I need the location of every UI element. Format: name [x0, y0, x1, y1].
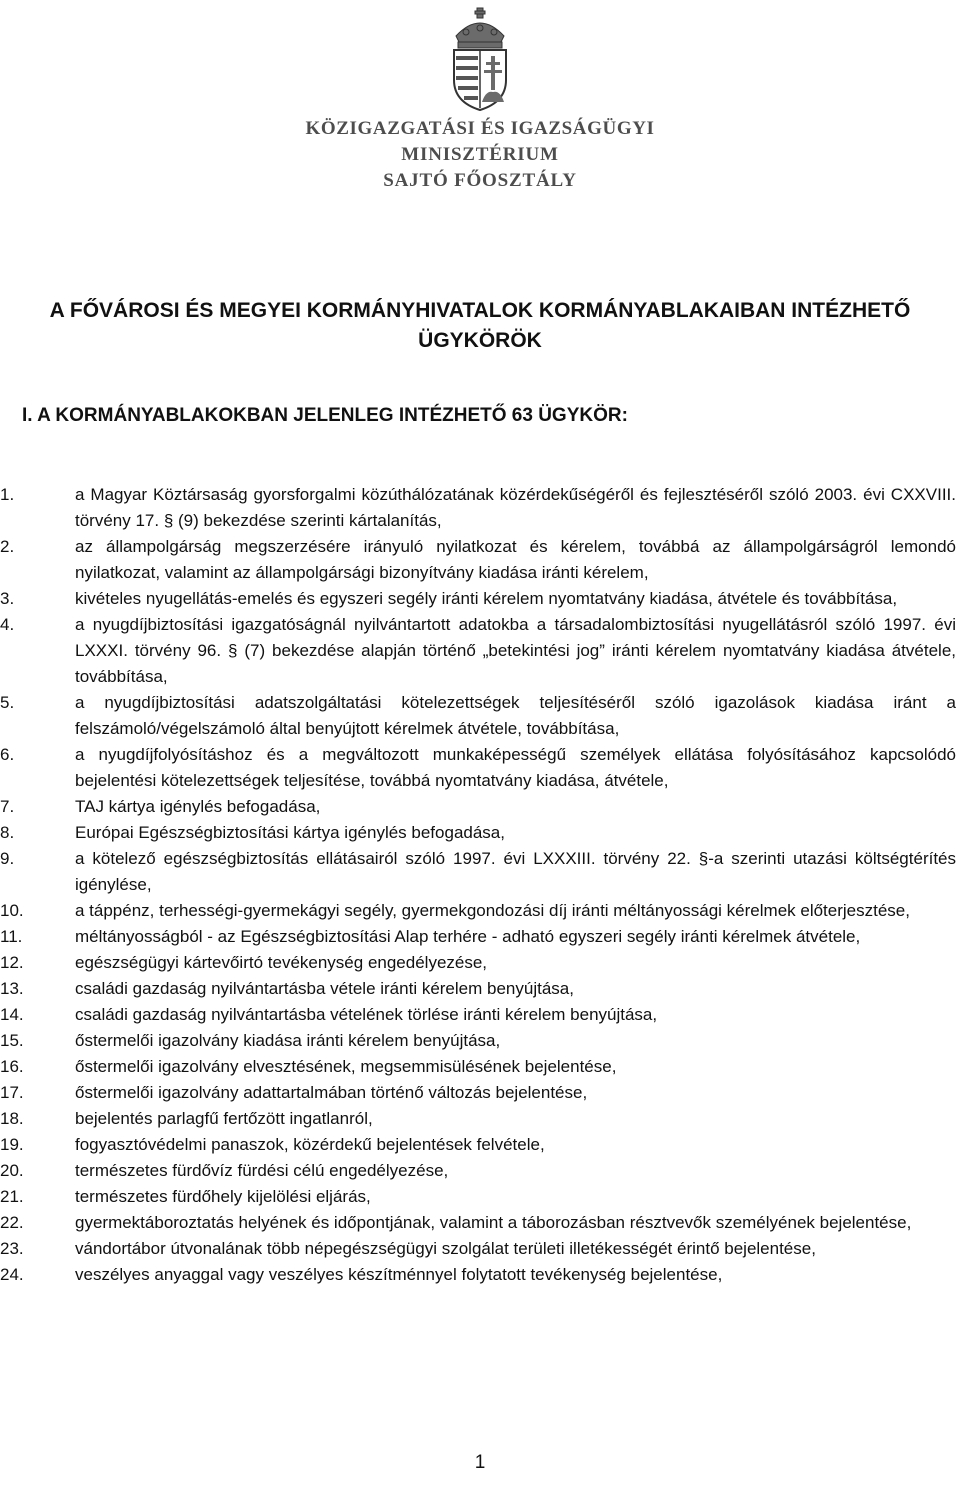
list-item-number: 11. — [0, 927, 23, 946]
list-item — [0, 1028, 960, 1054]
list-item-number: 13. — [0, 979, 24, 998]
list-item-number: 19. — [0, 1135, 24, 1154]
list-item-number: 14. — [0, 1005, 24, 1024]
list-item-number: 7. — [0, 797, 15, 816]
list-item-text: a Magyar Köztársaság gyorsforgalmi közúthálózatának közérdekűségéről és fejlesztéséről szóló 2003. évi CXXVIII. törvény 17. § (9) bekezdése szerinti kártalanítás, — [75, 485, 956, 530]
list-item-text: veszélyes anyaggal vagy veszélyes készítménnyel folytatott tevékenység bejelentése, — [75, 1265, 723, 1284]
list-item — [0, 820, 960, 846]
list-item-number: 24. — [0, 1265, 24, 1284]
list-item-number: 3. — [0, 589, 15, 608]
list-item-text: a nyugdíjfolyósításhoz és a megváltozott munkaképességű személyek ellátása folyósításához kapcsolódó bejelentési kötelezettségek teljesítése, továbbá nyomtatvány kiadása, átvétele, — [75, 745, 956, 790]
list-item-number: 9. — [0, 849, 15, 868]
list-item-number: 8. — [0, 823, 15, 842]
list-item — [0, 924, 960, 950]
hungarian-coat-of-arms-icon — [442, 6, 518, 114]
list-item — [0, 1236, 960, 1262]
list-item-text: vándortábor útvonalának több népegészségügyi szolgálat területi illetékességét érintő bejelentése, — [75, 1239, 816, 1258]
ministry-name-line2: MINISZTÉRIUM — [401, 144, 559, 165]
list-item — [0, 742, 960, 794]
ministry-name-line1: KÖZIGAZGATÁSI ÉS IGAZSÁGÜGYI — [305, 118, 655, 139]
list-item-text: kivételes nyugellátás-emelés és egyszeri segély iránti kérelem nyomtatvány kiadása, átvétele és továbbítása, — [75, 589, 898, 608]
list-item-number: 15. — [0, 1031, 24, 1050]
list-item — [0, 976, 960, 1002]
list-item-text: természetes fürdővíz fürdési célú engedélyezése, — [75, 1161, 449, 1180]
list-item-number: 20. — [0, 1161, 24, 1180]
list-item-text: gyermektáboroztatás helyének és időpontjának, valamint a táborozásban résztvevők személyének bejelentése, — [75, 1213, 912, 1232]
document-title — [10, 296, 950, 356]
list-item-text: őstermelői igazolvány kiadása iránti kérelem benyújtása, — [75, 1031, 501, 1050]
list-item-number: 6. — [0, 745, 15, 764]
ministry-name — [260, 116, 700, 194]
list-item-number: 23. — [0, 1239, 24, 1258]
list-item — [0, 1106, 960, 1132]
list-item — [0, 534, 960, 586]
list-item-text: családi gazdaság nyilvántartásba vétele iránti kérelem benyújtása, — [75, 979, 574, 998]
list-item — [0, 1002, 960, 1028]
list-item-text: természetes fürdőhely kijelölési eljárás, — [75, 1187, 371, 1206]
list-item — [0, 950, 960, 976]
page-number: 1 — [474, 1452, 486, 1473]
list-item-text: a kötelező egészségbiztosítás ellátásairól szóló 1997. évi LXXXIII. törvény 22. §-a szerinti utazási költségtérítés igénylése, — [75, 849, 956, 894]
list-item-text: Európai Egészségbiztosítási kártya igénylés befogadása, — [75, 823, 505, 842]
section-heading: I. A KORMÁNYABLAKOKBAN JELENLEG INTÉZHETŐ 63 ÜGYKÖR: — [22, 405, 628, 426]
list-item-text: őstermelői igazolvány elvesztésének, megsemmisülésének bejelentése, — [75, 1057, 617, 1076]
list-item — [0, 690, 960, 742]
list-item — [0, 1132, 960, 1158]
list-item — [0, 1184, 960, 1210]
list-item-text: a nyugdíjbiztosítási adatszolgáltatási kötelezettségek teljesítéséről szóló igazolások kiadása iránt a felszámoló/végelszámoló által benyújtott kérelmek átvétele, továbbítása, — [75, 693, 956, 738]
list-item-number: 17. — [0, 1083, 24, 1102]
list-item — [0, 1262, 960, 1288]
list-item — [0, 1210, 960, 1236]
list-item-number: 10. — [0, 901, 24, 920]
list-item-text: TAJ kártya igénylés befogadása, — [75, 797, 321, 816]
list-item-number: 2. — [0, 537, 15, 556]
list-item — [0, 586, 960, 612]
document-title-line1: A FŐVÁROSI ÉS MEGYEI KORMÁNYHIVATALOK KORMÁNYABLAKAIBAN INTÉZHETŐ — [49, 299, 911, 322]
list-item — [0, 794, 960, 820]
list-item-text: bejelentés parlagfű fertőzött ingatlanról, — [75, 1109, 373, 1128]
list-item — [0, 1080, 960, 1106]
list-item — [0, 1158, 960, 1184]
list-item-text: az állampolgárság megszerzésére irányuló nyilatkozat és kérelem, továbbá az állampolgárságról lemondó nyilatkozat, valamint az állampolgársági bizonyítvány kiadása iránti kérelem, — [75, 537, 956, 582]
list-item-text: egészségügyi kártevőirtó tevékenység engedélyezése, — [75, 953, 488, 972]
list-item — [0, 898, 960, 924]
list-item-number: 12. — [0, 953, 24, 972]
list-item-text: a nyugdíjbiztosítási igazgatóságnál nyilvántartott adatokba a társadalombiztosítási nyugellátásról szóló 1997. évi LXXXI. törvény 96. § (7) bekezdése alapján történő „betekintési jog” iránti kérelem nyomtatvány kiadása átvétele, továbbítása, — [75, 615, 956, 686]
ministry-name-line3: SAJTÓ FŐOSZTÁLY — [383, 170, 577, 191]
list-item-text: méltányosságból - az Egészségbiztosítási Alap terhére - adható egyszeri segély iránti kérelmek átvétele, — [75, 927, 861, 946]
list-item — [0, 482, 960, 534]
list-item — [0, 612, 960, 690]
list-item — [0, 1054, 960, 1080]
list-item-number: 5. — [0, 693, 15, 712]
list-item-text: őstermelői igazolvány adattartalmában történő változás bejelentése, — [75, 1083, 588, 1102]
list-item-number: 16. — [0, 1057, 24, 1076]
list-item-number: 4. — [0, 615, 15, 634]
list-item-number: 18. — [0, 1109, 24, 1128]
list-item-text: családi gazdaság nyilvántartásba vételének törlése iránti kérelem benyújtása, — [75, 1005, 658, 1024]
list-item-number: 21. — [0, 1187, 24, 1206]
list-item-number: 1. — [0, 485, 15, 504]
list-item — [0, 846, 960, 898]
list-item-text: a táppénz, terhességi-gyermekágyi segély, gyermekgondozási díj iránti méltányossági kérelmek előterjesztése, — [75, 901, 910, 920]
list-item-text: fogyasztóvédelmi panaszok, közérdekű bejelentések felvétele, — [75, 1135, 545, 1154]
case-list — [0, 482, 960, 1288]
document-title-line2: ÜGYKÖRÖK — [418, 329, 542, 352]
list-item-number: 22. — [0, 1213, 24, 1232]
ministry-header — [0, 0, 960, 200]
